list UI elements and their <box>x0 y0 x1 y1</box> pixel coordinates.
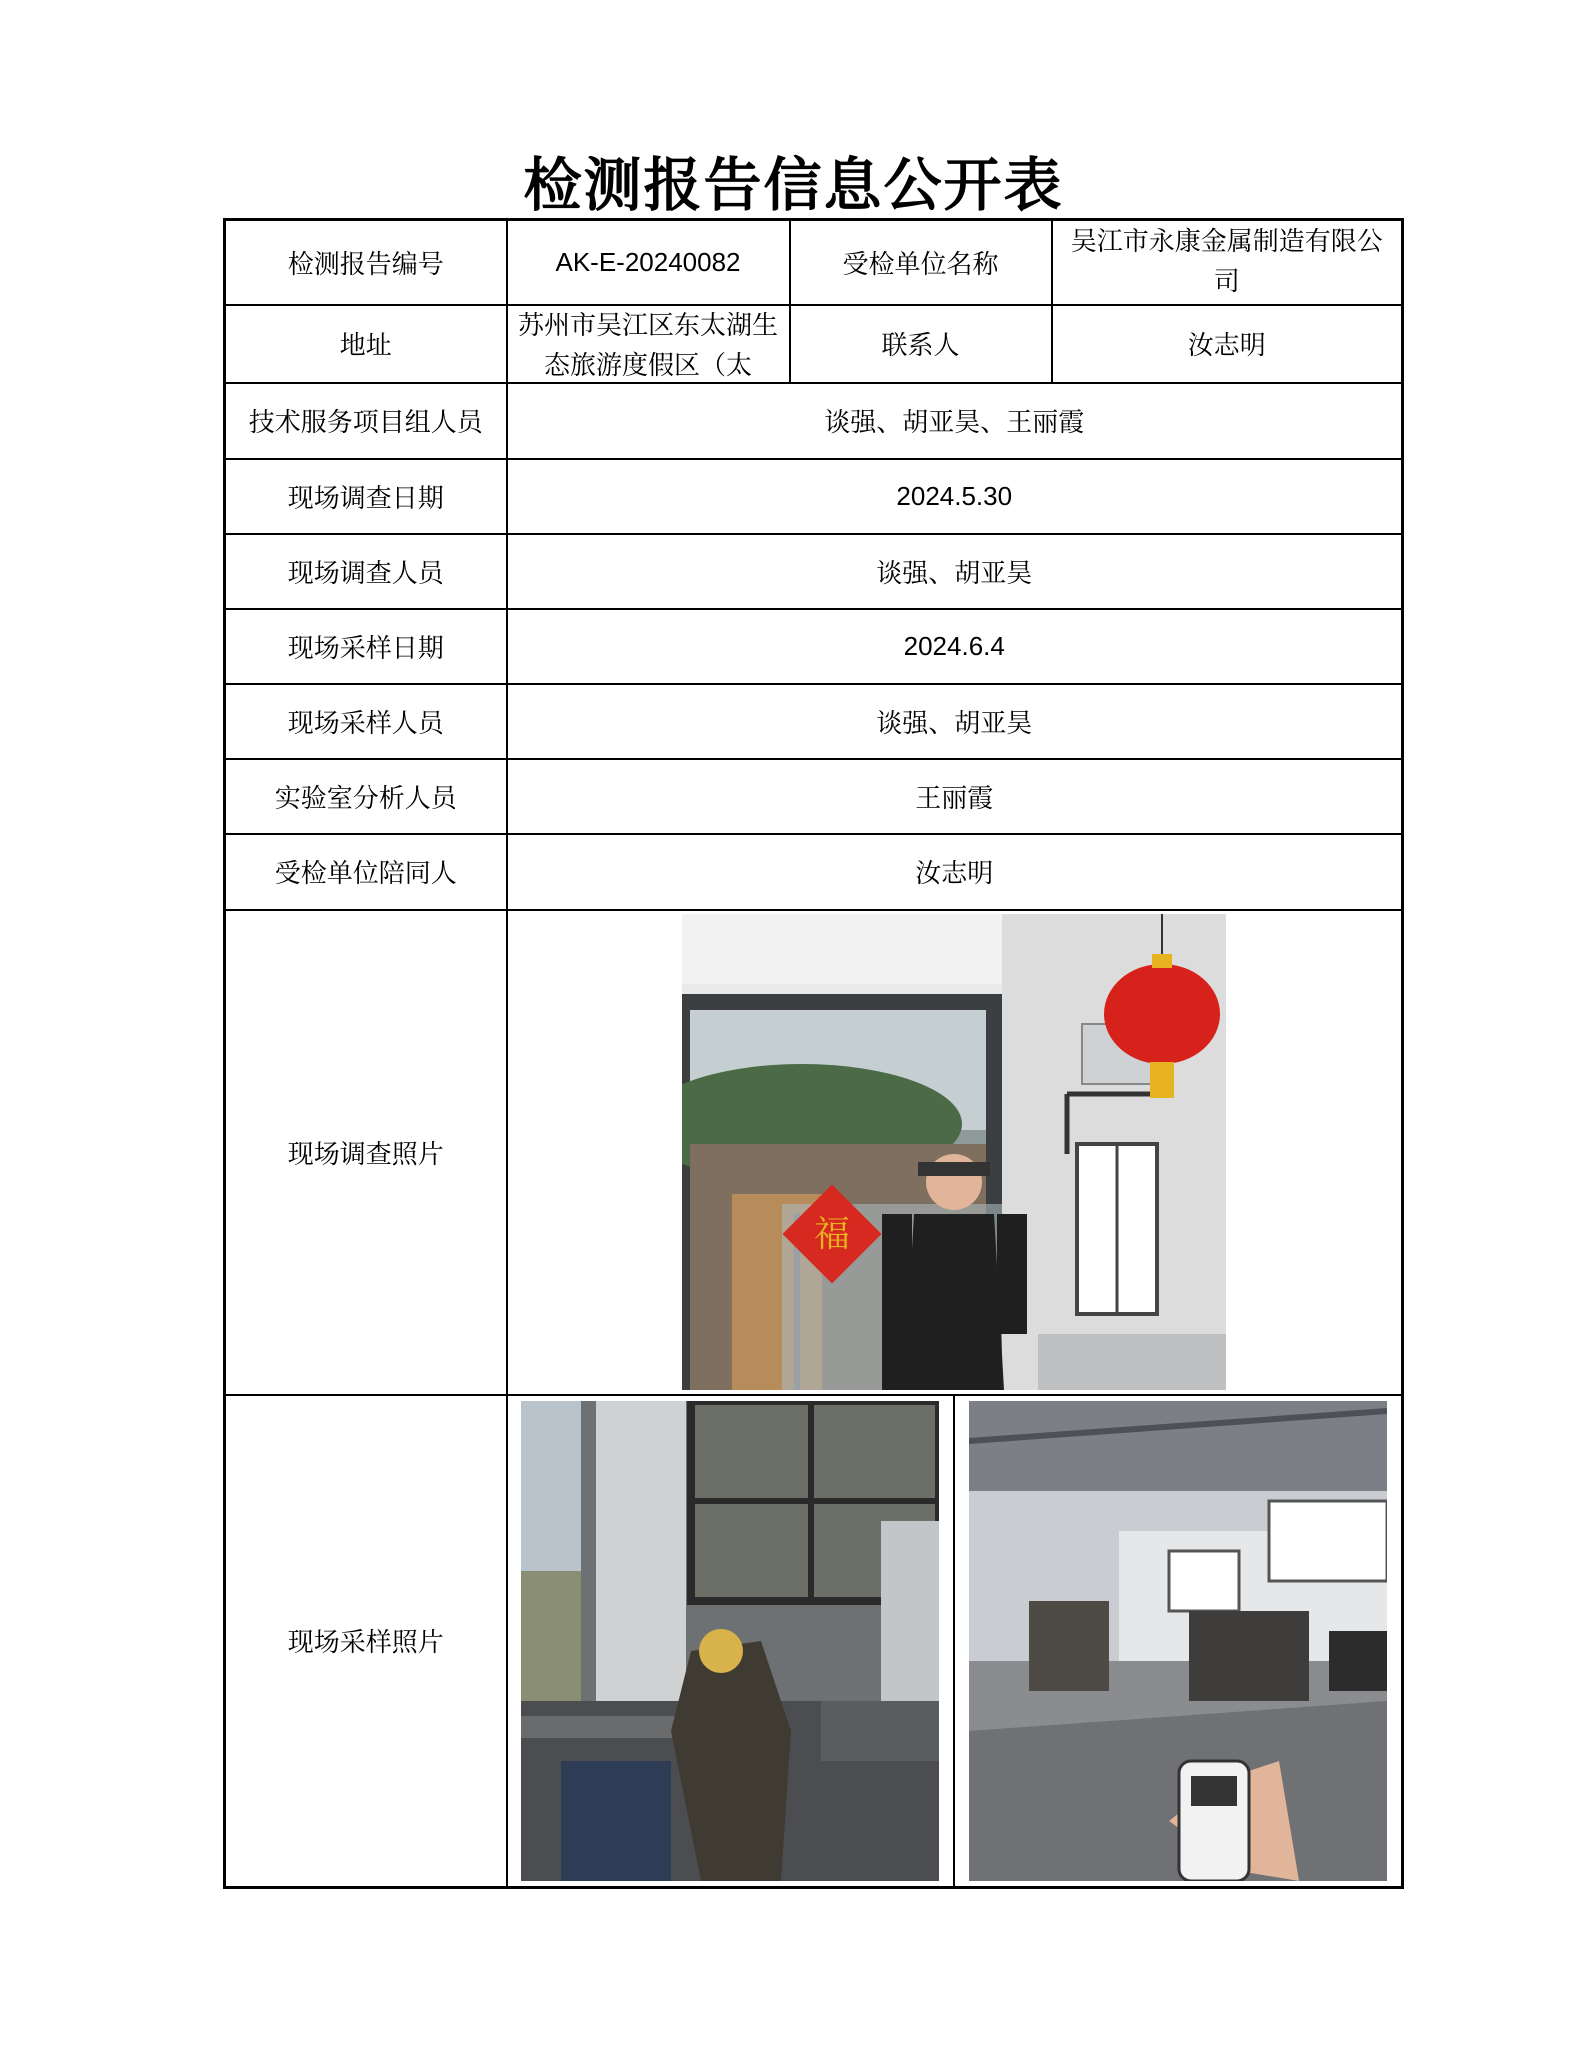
sampling-staff-value: 谈强、胡亚昊 <box>507 684 1403 759</box>
report-no-value: AK-E-20240082 <box>507 220 790 305</box>
sampling-photo-label: 现场采样照片 <box>225 1395 507 1888</box>
info-table <box>223 218 1404 1889</box>
fu-sign: 福 <box>814 1214 851 1255</box>
unit-name-label: 受检单位名称 <box>790 220 1052 305</box>
contact-label: 联系人 <box>790 305 1052 383</box>
table-row <box>225 220 1403 305</box>
escort-label: 受检单位陪同人 <box>225 834 507 910</box>
sampling-date-label: 现场采样日期 <box>225 609 507 684</box>
table-row <box>225 305 1403 383</box>
contact-value: 汝志明 <box>1052 305 1403 383</box>
table-row <box>225 609 1403 684</box>
sampling-photos <box>508 1396 1402 1886</box>
address-value: 苏州市吴江区东太湖生态旅游度假区（太 <box>517 310 778 381</box>
sampling-photo-2 <box>969 1401 1387 1881</box>
sampling-photo-1 <box>521 1401 939 1881</box>
escort-value: 汝志明 <box>507 834 1403 910</box>
unit-name-value: 吴江市永康金属制造有限公司 <box>1070 227 1383 298</box>
sampling-date-value: 2024.6.4 <box>507 609 1403 684</box>
survey-staff-value: 谈强、胡亚昊 <box>507 534 1403 609</box>
table-row <box>225 759 1403 834</box>
lab-staff-label: 实验室分析人员 <box>225 759 507 834</box>
table-row <box>225 534 1403 609</box>
survey-staff-label: 现场调查人员 <box>225 534 507 609</box>
table-row <box>225 1395 1403 1888</box>
lab-staff-value: 王丽霞 <box>507 759 1403 834</box>
page-title: 检测报告信息公开表 <box>523 151 1064 219</box>
survey-photo-label: 现场调查照片 <box>225 910 507 1395</box>
table-row <box>225 834 1403 910</box>
table-row <box>225 383 1403 459</box>
sampling-staff-label: 现场采样人员 <box>225 684 507 759</box>
table-row <box>225 910 1403 1395</box>
table-row <box>225 684 1403 759</box>
table-row <box>225 459 1403 534</box>
team-label: 技术服务项目组人员 <box>225 383 507 459</box>
report-no-label: 检测报告编号 <box>225 220 507 305</box>
address-label: 地址 <box>225 305 507 383</box>
survey-photo <box>682 914 1226 1390</box>
survey-date-value: 2024.5.30 <box>507 459 1403 534</box>
team-value: 谈强、胡亚昊、王丽霞 <box>507 383 1403 459</box>
survey-date-label: 现场调查日期 <box>225 459 507 534</box>
